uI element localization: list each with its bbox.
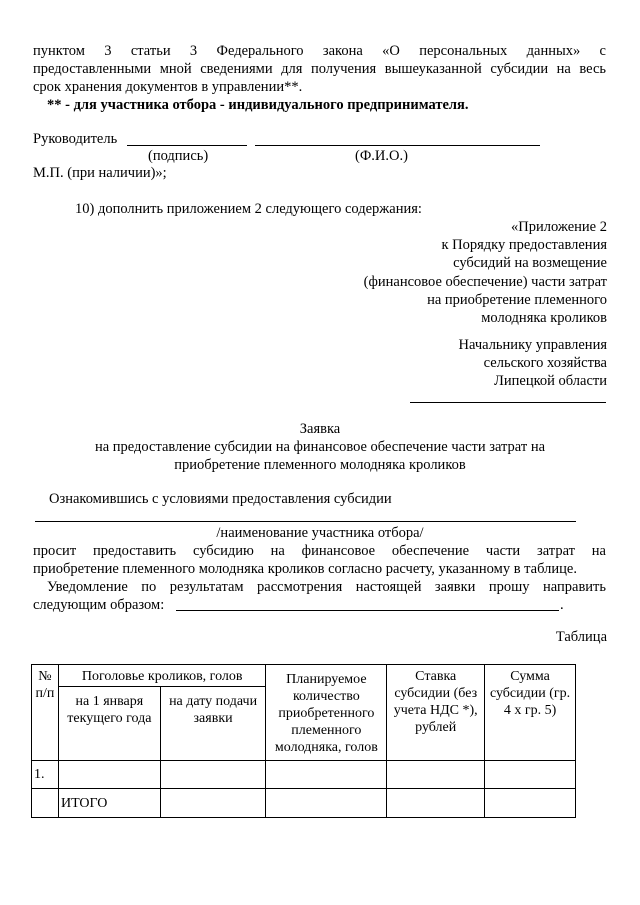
application-subtitle: приобретение племенного молодняка кроликов bbox=[174, 457, 466, 473]
table-cell bbox=[266, 761, 387, 789]
addressee-line: сельского хозяйства bbox=[483, 355, 607, 371]
participant-caption: /наименование участника отбора/ bbox=[216, 525, 424, 541]
appendix-header-line: к Порядку предоставления bbox=[441, 237, 607, 253]
table-cell bbox=[387, 761, 485, 789]
header-subsidy-rate: Ставка субсидии (без учета НДС *), рублей bbox=[387, 665, 485, 761]
total-label: ИТОГО bbox=[58, 789, 160, 818]
table-cell bbox=[58, 761, 160, 789]
appendix-header-line: молодняка кроликов bbox=[481, 310, 607, 326]
appendix-header-line: «Приложение 2 bbox=[511, 219, 607, 235]
participant-name-line bbox=[35, 521, 576, 522]
header-stock-application-date: на дату подачи заявки bbox=[160, 687, 266, 761]
header-number: № п/п bbox=[32, 665, 59, 761]
subsidy-table bbox=[31, 664, 576, 818]
signature-line bbox=[127, 145, 247, 146]
appendix-header-line: на приобретение племенного bbox=[427, 292, 607, 308]
name-caption: (Ф.И.О.) bbox=[355, 148, 408, 164]
request-line-1: просит предоставить субсидию на финансовое обеспечение части затрат на bbox=[33, 543, 606, 559]
appendix-header-line: (финансовое обеспечение) части затрат bbox=[363, 274, 607, 290]
notice-line-2: следующим образом: bbox=[33, 597, 165, 613]
addressee-line: Липецкой области bbox=[494, 373, 607, 389]
table-cell bbox=[160, 761, 266, 789]
consent-line-2: предоставленными мной сведениями для получения вышеуказанной субсидии на весь bbox=[33, 61, 606, 77]
consent-line-3: срок хранения документов в управлении**. bbox=[33, 79, 303, 95]
table-cell bbox=[387, 789, 485, 818]
signature-caption: (подпись) bbox=[148, 148, 209, 164]
addressee-line: Начальнику управления bbox=[458, 337, 607, 353]
table-cell bbox=[266, 789, 387, 818]
signature-label: Руководитель bbox=[33, 131, 118, 147]
name-line bbox=[255, 145, 540, 146]
stamp-note: М.П. (при наличии)»; bbox=[33, 165, 167, 181]
amendment-item: 10) дополнить приложением 2 следующего содержания: bbox=[75, 201, 422, 217]
notice-end: . bbox=[560, 597, 564, 613]
row-number: 1. bbox=[32, 761, 59, 789]
header-planned-quantity: Планируемое количество приобретенного племенного молодняка, голов bbox=[266, 665, 387, 761]
table-cell bbox=[32, 789, 59, 818]
notice-line-1: Уведомление по результатам рассмотрения настоящей заявки прошу направить bbox=[47, 579, 606, 595]
header-stock-jan-1: на 1 января текущего года bbox=[58, 687, 160, 761]
appendix-header-line: субсидий на возмещение bbox=[453, 255, 607, 271]
table-caption: Таблица bbox=[555, 629, 607, 645]
header-rabbit-stock: Поголовье кроликов, голов bbox=[58, 665, 265, 687]
application-title: Заявка bbox=[299, 421, 341, 437]
footnote-individual-entrepreneur: ** - для участника отбора - индивидуального предпринимателя. bbox=[47, 97, 469, 113]
notice-method-line bbox=[176, 610, 559, 611]
header-subsidy-sum: Сумма субсидии (гр. 4 х гр. 5) bbox=[485, 665, 576, 761]
table-cell bbox=[485, 789, 576, 818]
table-cell bbox=[485, 761, 576, 789]
application-intro: Ознакомившись с условиями предоставления субсидии bbox=[49, 491, 392, 507]
consent-line-1: пунктом 3 статьи 3 Федерального закона «О персональных данных» с bbox=[33, 43, 606, 59]
table-cell bbox=[160, 789, 266, 818]
addressee-name-line bbox=[410, 402, 606, 403]
application-subtitle: на предоставление субсидии на финансовое обеспечение части затрат на bbox=[94, 439, 546, 455]
request-line-2: приобретение племенного молодняка кроликов согласно расчету, указанному в таблице. bbox=[33, 561, 577, 577]
